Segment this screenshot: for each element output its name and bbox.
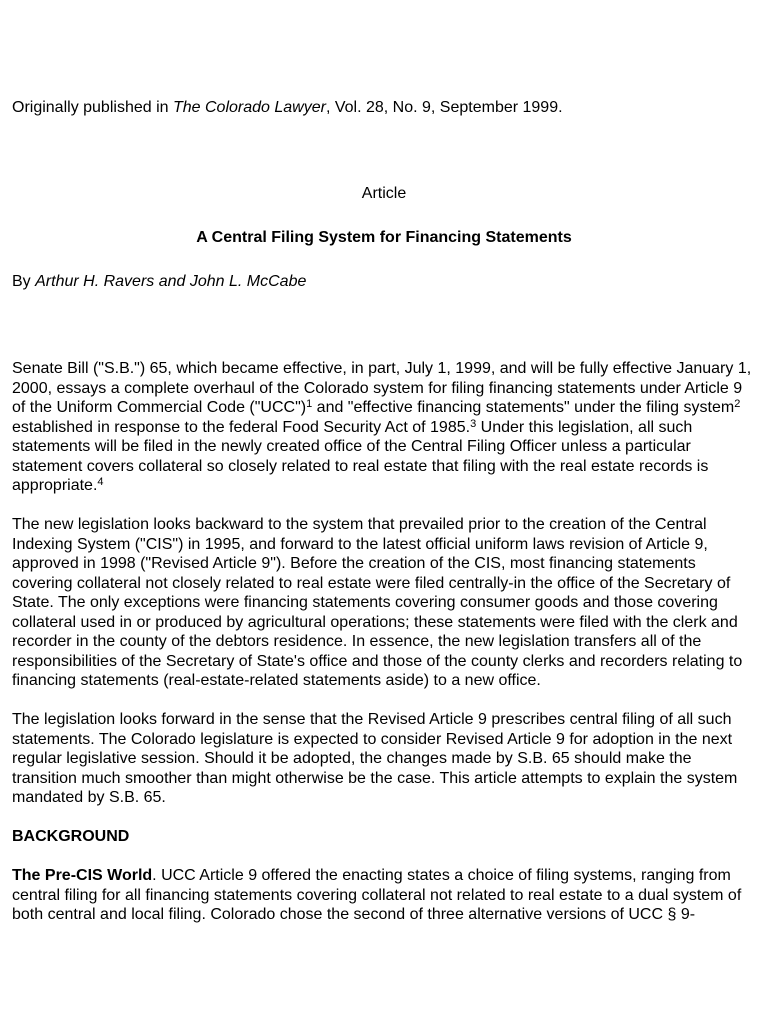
paragraph-1-text-c: established in response to the federal Food Security Act of 1985. <box>12 418 471 436</box>
paragraph-4-lead: The Pre-CIS World <box>12 867 153 884</box>
paragraph-1 <box>12 359 752 496</box>
paragraph-4-text: . UCC Article 9 offered the enacting states a choice of filing systems, ranging from central filing for all financing statements covering collateral not related to real estate to a dual system of both central and local filing. Colorado chose the second of three alternative versions of UCC § 9- <box>12 867 742 923</box>
footnote-ref-2[interactable]: 2 <box>734 398 741 410</box>
publication-prefix: Originally published in <box>12 99 173 116</box>
publication-suffix: , Vol. 28, No. 9, September 1999. <box>325 99 563 116</box>
footnote-ref-3[interactable]: 3 <box>470 417 477 430</box>
paragraph-2: The new legislation looks backward to the system that prevailed prior to the creation of the Central Indexing System ("CIS") in 1995, and forward to the latest official uniform laws revision of Article 9, approved in 1998 ("Revised Article 9"). Before the creation of the CIS, most financing statements covering collateral not closely related to real estate were filed centrally-in the office of the Secretary of State. The only exceptions were financing statements covering consumer goods and those covering collateral used in or produced by agricultural operations; these statements were filed with the clerk and recorder in the county of the debtors residence. In essence, the new legislation transfers all of the responsibilities of the Secretary of State's office and those of the county clerks and recorders relating to financing statements (real-estate-related statements aside) to a new office. <box>12 516 743 689</box>
byline <box>12 272 306 292</box>
journal-name: The Colorado Lawyer <box>172 99 326 116</box>
article-title: A Central Filing System for Financing Statements <box>196 229 572 246</box>
article-label: Article <box>361 185 407 202</box>
footnote-ref-4[interactable]: 4 <box>97 476 104 488</box>
paragraph-3: The legislation looks forward in the sense that the Revised Article 9 prescribes central filing of all such statements. The Colorado legislature is expected to consider Revised Article 9 for adoption in the next regular legislative session. Should it be adopted, the changes made by S.B. 65 should make the transition much smoother than might otherwise be the case. This article attempts to explain the system mandated by S.B. 65. <box>12 711 738 806</box>
paragraph-1-text-b: and "effective financing statements" under the filing system <box>312 399 735 416</box>
section-heading-background: BACKGROUND <box>12 828 130 845</box>
paragraph-1-text-d: Under this legislation, all such statements will be filed in the newly created office of the Central Filing Officer unless a particular statement covers collateral so closely related to real estate that filing with the real estate records is appropriate. <box>12 418 709 494</box>
paragraph-1-text-a: Senate Bill ("S.B.") 65, which became effective, in part, July 1, 1999, and will be fully effective January 1, 2000, essays a complete overhaul of the Colorado system for filing financing statements under Article 9 of the Uniform Commercial Code ("UCC") <box>12 360 752 416</box>
footnote-ref-1[interactable]: 1 <box>306 398 313 410</box>
byline-authors: Arthur H. Ravers and John L. McCabe <box>35 273 307 290</box>
article-body <box>12 359 752 944</box>
paragraph-4 <box>12 866 752 925</box>
publication-note <box>12 98 563 118</box>
byline-prefix: By <box>12 273 36 290</box>
